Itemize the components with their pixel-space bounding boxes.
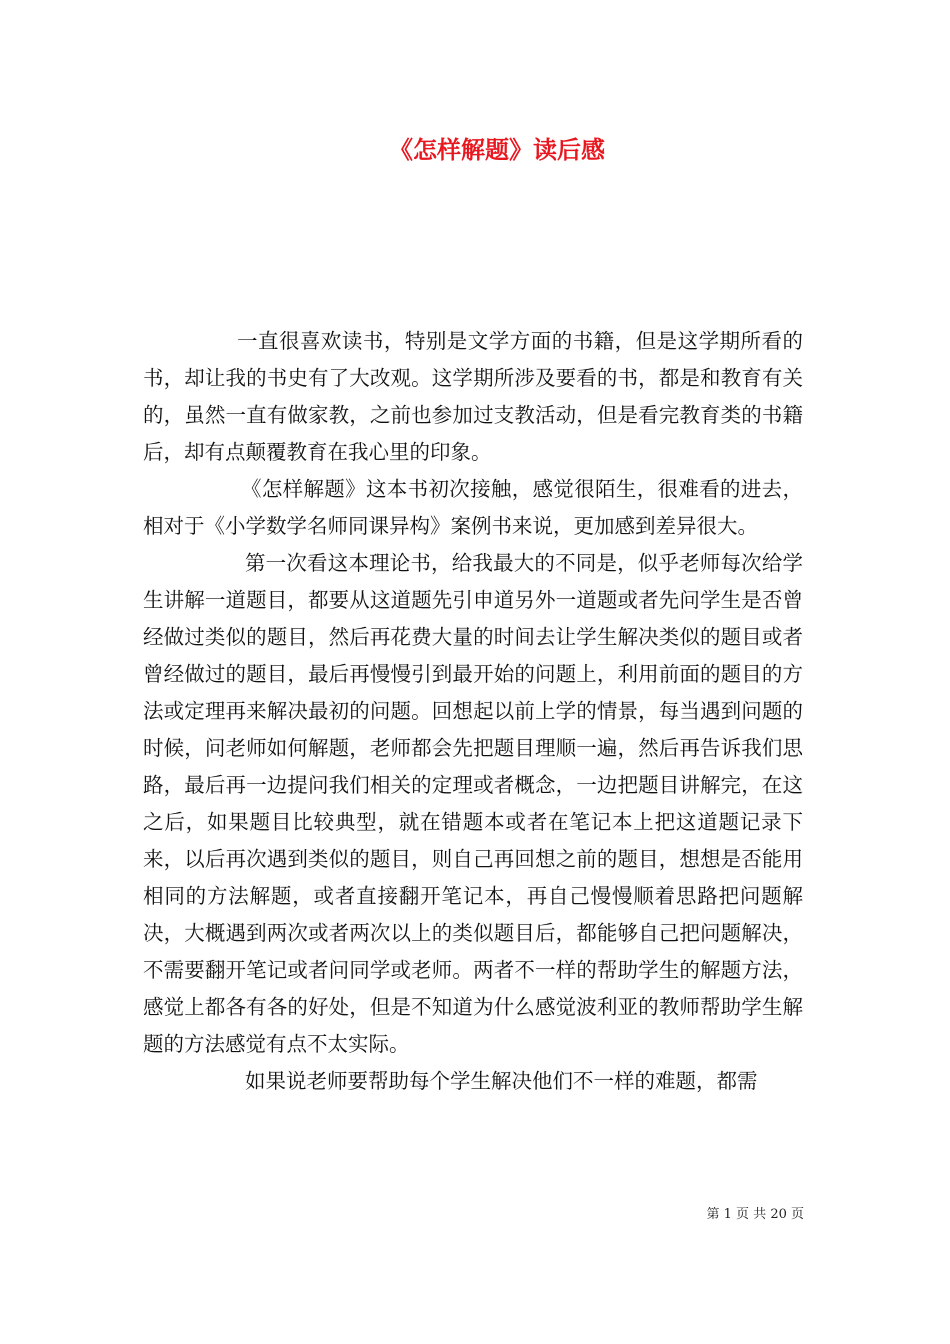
paragraph-4: 如果说老师要帮助每个学生解决他们不一样的难题，都需 xyxy=(245,1069,758,1093)
paragraph-2: 《怎样解题》这本书初次接触，感觉很陌生，很难看的进去，相对于《小学数学名师同课异构》案例书来说，更加感到差异很大。 xyxy=(143,477,803,538)
document-title: 《怎样解题》读后感 xyxy=(389,135,605,164)
paragraph-3: 第一次看这本理论书，给我最大的不同是，似乎老师每次给学生讲解一道题目，都要从这道题先引申道另外一道题或者先问学生是否曾经做过类似的题目，然后再花费大量的时间去让学生解决类似的题目或者曾经做过的题目，最后再慢慢引到最开始的问题上，利用前面的题目的方法或定理再来解决最初的问题。回想起以前上学的情景，每当遇到问题的时候，问老师如何解题，老师都会先把题目理顺一遍，然后再告诉我们思路，最后再一边提问我们相关的定理或者概念，一边把题目讲解完，在这之后，如果题目比较典型，就在错题本或者在笔记本上把这道题记录下来，以后再次遇到类似的题目，则自己再回想之前的题目，想想是否能用相同的方法解题，或者直接翻开笔记本，再自己慢慢顺着思路把问题解决，大概遇到两次或者两次以上的类似题目后，都能够自己把问题解决，不需要翻开笔记或者问同学或老师。两者不一样的帮助学生的解题方法，感觉上都各有各的好处，但是不知道为什么感觉波利亚的教师帮助学生解题的方法感觉有点不太实际。 xyxy=(143,551,803,1056)
document-body xyxy=(143,323,803,1100)
paragraph-1: 一直很喜欢读书，特别是文学方面的书籍，但是这学期所看的书，却让我的书史有了大改观。这学期所涉及要看的书，都是和教育有关的，虽然一直有做家教，之前也参加过支教活动，但是看完教育类的书籍后，却有点颠覆教育在我心里的印象。 xyxy=(143,329,803,464)
page-footer: 第 1 页 共 20 页 xyxy=(706,1207,804,1222)
